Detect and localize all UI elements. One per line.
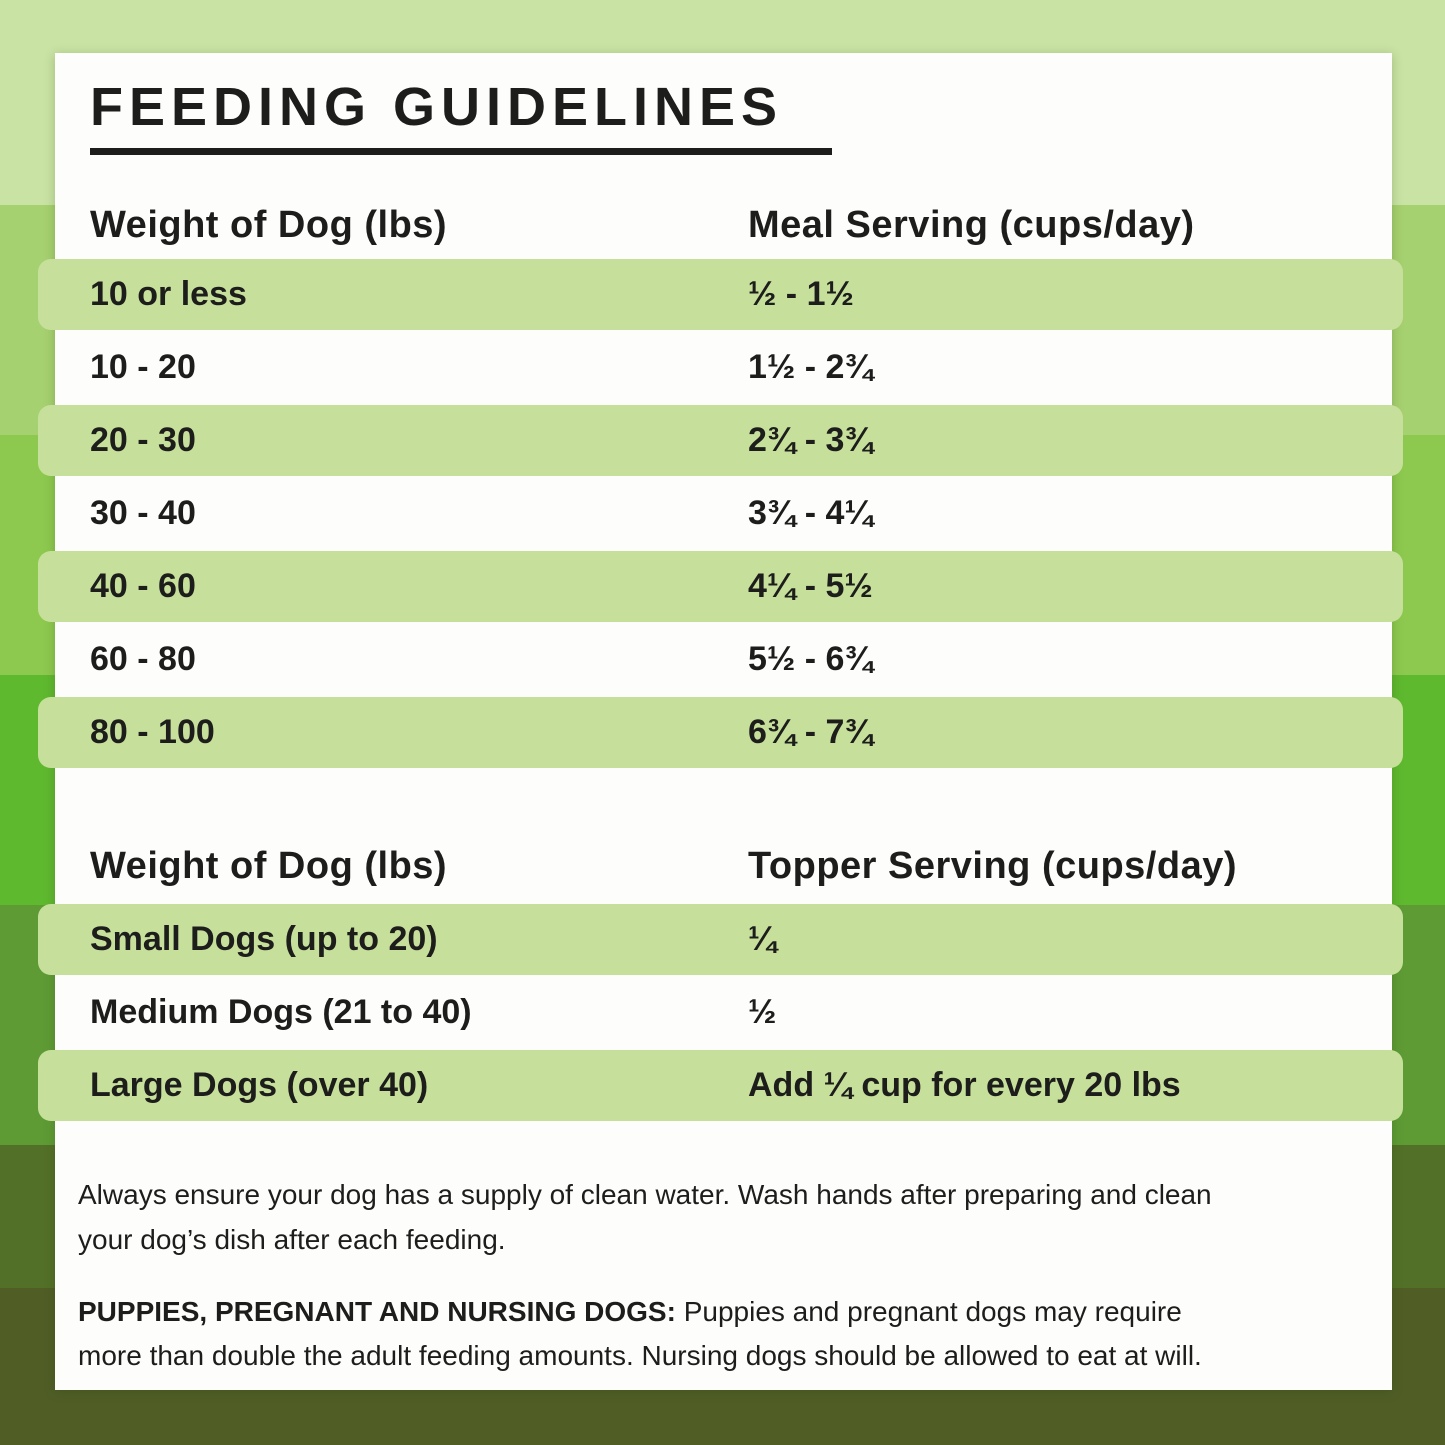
serving-cell: 4¼ - 5½ xyxy=(748,567,873,605)
water-note-line1: Always ensure your dog has a supply of clean water. Wash hands after preparing and clean xyxy=(78,1179,1212,1210)
table-row xyxy=(38,904,1403,975)
table-row xyxy=(38,551,1403,622)
water-note xyxy=(78,1172,1378,1262)
serving-cell: ¼ xyxy=(748,920,777,958)
topper-table-weight-header: Weight of Dog (lbs) xyxy=(90,844,448,887)
table-row xyxy=(38,976,1403,1049)
serving-cell: 5½ - 6¾ xyxy=(748,640,873,678)
serving-cell: Add ¼ cup for every 20 lbs xyxy=(748,1066,1181,1104)
weight-cell: 10 - 20 xyxy=(90,348,196,386)
serving-cell: 3¾ - 4¼ xyxy=(748,494,873,532)
weight-cell: 20 - 30 xyxy=(90,421,196,459)
puppies-note xyxy=(78,1290,1408,1378)
puppies-note-text: Puppies and pregnant dogs may require xyxy=(675,1296,1182,1327)
table-row xyxy=(38,405,1403,476)
serving-cell: 1½ - 2¾ xyxy=(748,348,873,386)
page-title: FEEDING GUIDELINES xyxy=(90,77,784,137)
table-row xyxy=(38,331,1403,404)
meal-table-header xyxy=(38,198,1403,252)
puppies-note-line1 xyxy=(78,1290,1408,1334)
weight-cell: Small Dogs (up to 20) xyxy=(90,920,438,958)
meal-table-serving-header: Meal Serving (cups/day) xyxy=(748,203,1195,246)
serving-cell: ½ xyxy=(748,993,777,1031)
meal-table xyxy=(38,258,1403,769)
topper-table xyxy=(38,903,1403,1122)
table-row xyxy=(38,259,1403,330)
puppies-note-label: PUPPIES, PREGNANT AND NURSING DOGS: xyxy=(78,1296,676,1327)
weight-cell: Medium Dogs (21 to 40) xyxy=(90,993,472,1031)
topper-table-serving-header: Topper Serving (cups/day) xyxy=(748,844,1237,887)
serving-cell: 6¾ - 7¾ xyxy=(748,713,873,751)
serving-cell: ½ - 1½ xyxy=(748,275,854,313)
puppies-note-line2: more than double the adult feeding amounts. Nursing dogs should be allowed to eat at will. xyxy=(78,1340,1202,1371)
meal-table-weight-header: Weight of Dog (lbs) xyxy=(90,203,448,246)
table-row xyxy=(38,697,1403,768)
topper-table-header xyxy=(38,839,1403,893)
weight-cell: 30 - 40 xyxy=(90,494,196,532)
water-note-line2: your dog’s dish after each feeding. xyxy=(78,1224,506,1255)
serving-cell: 2¾ - 3¾ xyxy=(748,421,873,459)
table-row xyxy=(38,1050,1403,1121)
weight-cell: 40 - 60 xyxy=(90,567,196,605)
weight-cell: 80 - 100 xyxy=(90,713,215,751)
title-underline xyxy=(90,148,832,155)
weight-cell: Large Dogs (over 40) xyxy=(90,1066,429,1104)
weight-cell: 10 or less xyxy=(90,275,247,313)
table-row xyxy=(38,477,1403,550)
weight-cell: 60 - 80 xyxy=(90,640,196,678)
table-row xyxy=(38,623,1403,696)
